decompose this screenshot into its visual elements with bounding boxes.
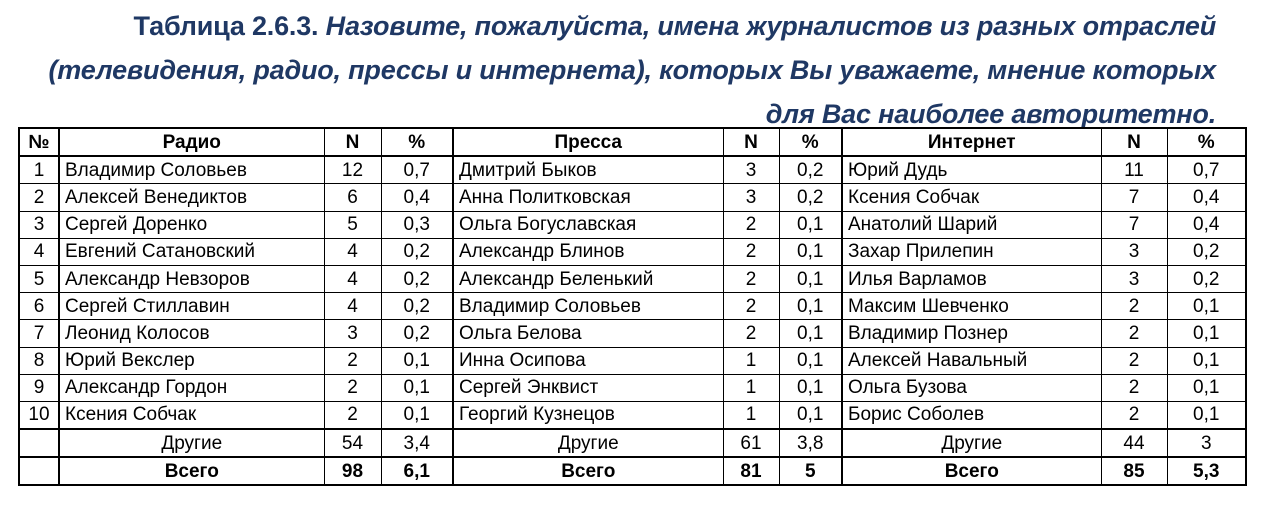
row-num: 4 xyxy=(19,238,59,265)
internet-percent: 0,2 xyxy=(1167,238,1246,265)
table-row xyxy=(19,211,1246,238)
internet-name: Илья Варламов xyxy=(842,265,1101,292)
internet-n: 7 xyxy=(1101,211,1167,238)
row-num: 2 xyxy=(19,184,59,211)
internet-name: Юрий Дудь xyxy=(842,156,1101,184)
internet-name: Анатолий Шарий xyxy=(842,211,1101,238)
internet-name: Владимир Познер xyxy=(842,320,1101,347)
press-n: 3 xyxy=(723,156,779,184)
table-row xyxy=(19,238,1246,265)
internet-total-n: 85 xyxy=(1101,457,1167,485)
press-n: 3 xyxy=(723,184,779,211)
others-row xyxy=(19,429,1246,457)
press-n: 2 xyxy=(723,293,779,320)
radio-percent: 0,1 xyxy=(381,347,453,374)
table-row xyxy=(19,265,1246,292)
press-name: Александр Беленький xyxy=(453,265,723,292)
radio-n: 3 xyxy=(324,320,381,347)
header-internet-percent: % xyxy=(1167,128,1246,156)
header-press-n: N xyxy=(723,128,779,156)
press-name: Дмитрий Быков xyxy=(453,156,723,184)
press-n: 2 xyxy=(723,320,779,347)
internet-n: 7 xyxy=(1101,184,1167,211)
internet-name: Ксения Собчак xyxy=(842,184,1101,211)
internet-n: 3 xyxy=(1101,238,1167,265)
table-row xyxy=(19,184,1246,211)
header-radio: Радио xyxy=(59,128,324,156)
table-row xyxy=(19,156,1246,184)
press-n: 1 xyxy=(723,401,779,429)
press-others-percent: 3,8 xyxy=(779,429,842,457)
row-num: 8 xyxy=(19,347,59,374)
radio-percent: 0,1 xyxy=(381,401,453,429)
header-internet-n: N xyxy=(1101,128,1167,156)
press-percent: 0,1 xyxy=(779,293,842,320)
radio-name: Алексей Венедиктов xyxy=(59,184,324,211)
table-row xyxy=(19,293,1246,320)
header-radio-n: N xyxy=(324,128,381,156)
caption-line-1 xyxy=(20,4,1216,48)
row-num: 3 xyxy=(19,211,59,238)
radio-n: 4 xyxy=(324,238,381,265)
internet-percent: 0,7 xyxy=(1167,156,1246,184)
table-row xyxy=(19,320,1246,347)
radio-total-n: 98 xyxy=(324,457,381,485)
press-name: Инна Осипова xyxy=(453,347,723,374)
internet-n: 2 xyxy=(1101,320,1167,347)
radio-name: Сергей Стиллавин xyxy=(59,293,324,320)
radio-name: Александр Невзоров xyxy=(59,265,324,292)
internet-n: 2 xyxy=(1101,374,1167,401)
radio-n: 5 xyxy=(324,211,381,238)
internet-n: 2 xyxy=(1101,401,1167,429)
press-percent: 0,1 xyxy=(779,238,842,265)
radio-name: Сергей Доренко xyxy=(59,211,324,238)
press-others-n: 61 xyxy=(723,429,779,457)
header-num: № xyxy=(19,128,59,156)
radio-total-label: Всего xyxy=(59,457,324,485)
radio-n: 4 xyxy=(324,265,381,292)
radio-name: Владимир Соловьев xyxy=(59,156,324,184)
radio-n: 2 xyxy=(324,347,381,374)
others-num-empty xyxy=(19,429,59,457)
header-press: Пресса xyxy=(453,128,723,156)
internet-percent: 0,4 xyxy=(1167,211,1246,238)
internet-others-percent: 3 xyxy=(1167,429,1246,457)
row-num: 7 xyxy=(19,320,59,347)
radio-others-label: Другие xyxy=(59,429,324,457)
row-num: 6 xyxy=(19,293,59,320)
internet-n: 11 xyxy=(1101,156,1167,184)
table-row xyxy=(19,401,1246,429)
radio-n: 2 xyxy=(324,401,381,429)
internet-percent: 0,1 xyxy=(1167,293,1246,320)
press-total-percent: 5 xyxy=(779,457,842,485)
row-num: 9 xyxy=(19,374,59,401)
radio-percent: 0,2 xyxy=(381,238,453,265)
internet-percent: 0,1 xyxy=(1167,320,1246,347)
radio-percent: 0,4 xyxy=(381,184,453,211)
press-n: 1 xyxy=(723,347,779,374)
press-total-n: 81 xyxy=(723,457,779,485)
press-n: 2 xyxy=(723,211,779,238)
internet-n: 3 xyxy=(1101,265,1167,292)
internet-n: 2 xyxy=(1101,293,1167,320)
press-others-label: Другие xyxy=(453,429,723,457)
table-row xyxy=(19,347,1246,374)
radio-n: 6 xyxy=(324,184,381,211)
press-n: 2 xyxy=(723,238,779,265)
press-name: Александр Блинов xyxy=(453,238,723,265)
internet-percent: 0,1 xyxy=(1167,401,1246,429)
radio-percent: 0,2 xyxy=(381,320,453,347)
internet-percent: 0,1 xyxy=(1167,347,1246,374)
caption-line-2: (телевидения, радио, прессы и интернета), которых Вы уважаете, мнение которых xyxy=(48,55,1216,85)
internet-name: Алексей Навальный xyxy=(842,347,1101,374)
internet-percent: 0,1 xyxy=(1167,374,1246,401)
press-name: Георгий Кузнецов xyxy=(453,401,723,429)
radio-n: 4 xyxy=(324,293,381,320)
press-percent: 0,2 xyxy=(779,156,842,184)
internet-percent: 0,4 xyxy=(1167,184,1246,211)
caption-line-3: для Вас наиболее авторитетно. xyxy=(765,99,1216,129)
radio-n: 2 xyxy=(324,374,381,401)
radio-percent: 0,3 xyxy=(381,211,453,238)
radio-total-percent: 6,1 xyxy=(381,457,453,485)
internet-name: Ольга Бузова xyxy=(842,374,1101,401)
internet-n: 2 xyxy=(1101,347,1167,374)
press-name: Ольга Богуславская xyxy=(453,211,723,238)
internet-name: Захар Прилепин xyxy=(842,238,1101,265)
press-percent: 0,1 xyxy=(779,347,842,374)
press-percent: 0,1 xyxy=(779,374,842,401)
radio-n: 12 xyxy=(324,156,381,184)
header-row xyxy=(19,128,1246,156)
press-name: Сергей Энквист xyxy=(453,374,723,401)
press-percent: 0,2 xyxy=(779,184,842,211)
press-name: Анна Политковская xyxy=(453,184,723,211)
internet-total-label: Всего xyxy=(842,457,1101,485)
radio-percent: 0,2 xyxy=(381,265,453,292)
header-press-percent: % xyxy=(779,128,842,156)
caption-text-1: Назовите, пожалуйста, имена журналистов из разных отраслей xyxy=(325,11,1216,41)
press-n: 2 xyxy=(723,265,779,292)
internet-name: Максим Шевченко xyxy=(842,293,1101,320)
press-percent: 0,1 xyxy=(779,211,842,238)
radio-others-n: 54 xyxy=(324,429,381,457)
table-row xyxy=(19,374,1246,401)
radio-name: Юрий Векслер xyxy=(59,347,324,374)
radio-name: Александр Гордон xyxy=(59,374,324,401)
row-num: 5 xyxy=(19,265,59,292)
press-percent: 0,1 xyxy=(779,265,842,292)
row-num: 10 xyxy=(19,401,59,429)
total-row xyxy=(19,457,1246,485)
internet-percent: 0,2 xyxy=(1167,265,1246,292)
radio-percent: 0,2 xyxy=(381,293,453,320)
radio-name: Ксения Собчак xyxy=(59,401,324,429)
internet-others-label: Другие xyxy=(842,429,1101,457)
row-num: 1 xyxy=(19,156,59,184)
internet-total-percent: 5,3 xyxy=(1167,457,1246,485)
radio-others-percent: 3,4 xyxy=(381,429,453,457)
total-num-empty xyxy=(19,457,59,485)
press-percent: 0,1 xyxy=(779,320,842,347)
press-n: 1 xyxy=(723,374,779,401)
radio-name: Леонид Колосов xyxy=(59,320,324,347)
press-percent: 0,1 xyxy=(779,401,842,429)
internet-others-n: 44 xyxy=(1101,429,1167,457)
press-name: Владимир Соловьев xyxy=(453,293,723,320)
press-name: Ольга Белова xyxy=(453,320,723,347)
radio-percent: 0,7 xyxy=(381,156,453,184)
internet-name: Борис Соболев xyxy=(842,401,1101,429)
radio-name: Евгений Сатановский xyxy=(59,238,324,265)
header-radio-percent: % xyxy=(381,128,453,156)
journalists-table xyxy=(18,127,1247,486)
header-internet: Интернет xyxy=(842,128,1101,156)
press-total-label: Всего xyxy=(453,457,723,485)
radio-percent: 0,1 xyxy=(381,374,453,401)
table-caption xyxy=(20,4,1216,136)
caption-label: Таблица 2.6.3. xyxy=(133,11,319,41)
